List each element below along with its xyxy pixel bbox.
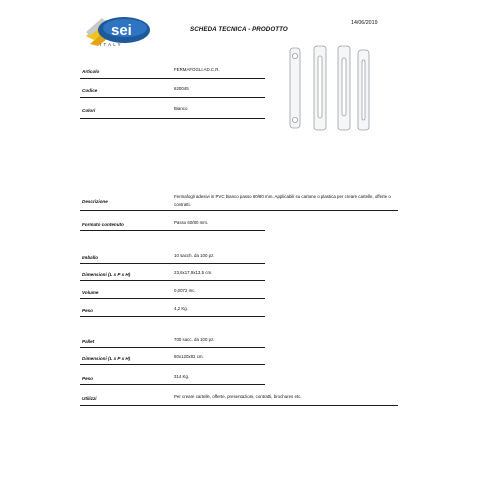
row-divider: [80, 280, 265, 281]
value-peso-pallet: 314 Kg.: [174, 374, 190, 379]
row-divider: [80, 210, 398, 211]
logo-subtitle: ITALY: [100, 42, 123, 47]
value-formato-contenuto: Passo 60/80 mm.: [174, 220, 209, 225]
value-volume: 0,0072 mc.: [174, 288, 196, 293]
label-codice: Codice: [82, 88, 98, 93]
logo-text: sei: [111, 22, 132, 39]
value-pallet: 700 sacc. da 100 pz.: [174, 337, 215, 342]
value-dimensioni-imballo: 23,6x17,9x13,5 cm.: [174, 270, 213, 275]
row-divider: [80, 118, 265, 119]
product-image: [284, 44, 372, 134]
value-colori: Bianco: [174, 106, 188, 111]
value-peso-imballo: 4,2 Kg.: [174, 306, 188, 311]
label-peso-pallet: Peso: [82, 376, 93, 381]
label-descrizione: Descrizione: [82, 199, 108, 204]
row-divider: [80, 263, 265, 264]
value-utilizzi: Per creare cartelle, offerte, presentazioni, contratti, brochures etc.: [174, 394, 302, 399]
row-divider: [80, 384, 265, 385]
row-divider: [80, 347, 265, 348]
sei-logo: [84, 14, 154, 54]
row-divider: [80, 316, 265, 317]
row-divider: [80, 405, 398, 406]
row-divider: [80, 364, 265, 365]
label-pallet: Pallet: [82, 339, 95, 344]
label-utilizzi: Utilizzi: [82, 396, 97, 401]
row-divider: [80, 298, 265, 299]
row-divider: [80, 230, 265, 231]
label-articolo: Articolo: [82, 69, 100, 74]
document-date: 14/06/2019: [351, 20, 378, 26]
label-dimensioni-imballo: Dimensioni (L x P x H): [82, 272, 131, 277]
page-title: SCHEDA TECNICA - PRODOTTO: [190, 26, 288, 33]
row-divider: [80, 97, 265, 98]
label-volume: Volume: [82, 290, 99, 295]
label-imballo: Imballo: [82, 255, 99, 260]
value-dimensioni-pallet: 80x120x92 cm.: [174, 354, 204, 359]
label-dimensioni-pallet: Dimensioni (L x P x H): [82, 356, 131, 361]
label-formato-contenuto: Formato contenuto: [82, 222, 124, 227]
value-articolo: FERMAFOGLI AD.C.R.: [174, 67, 220, 72]
label-colori: Colori: [82, 108, 96, 113]
value-codice: 620045: [174, 86, 189, 91]
value-descrizione: Fermafogli adesivi in PVC bianco passo 60/80 mm. Applicabili su cartone o plastica per creare cartelle, offerte o contratti.: [174, 194, 391, 207]
label-peso-imballo: Peso: [82, 308, 93, 313]
value-imballo: 10 sacch. da 100 pz.: [174, 253, 215, 258]
row-divider: [80, 78, 265, 79]
